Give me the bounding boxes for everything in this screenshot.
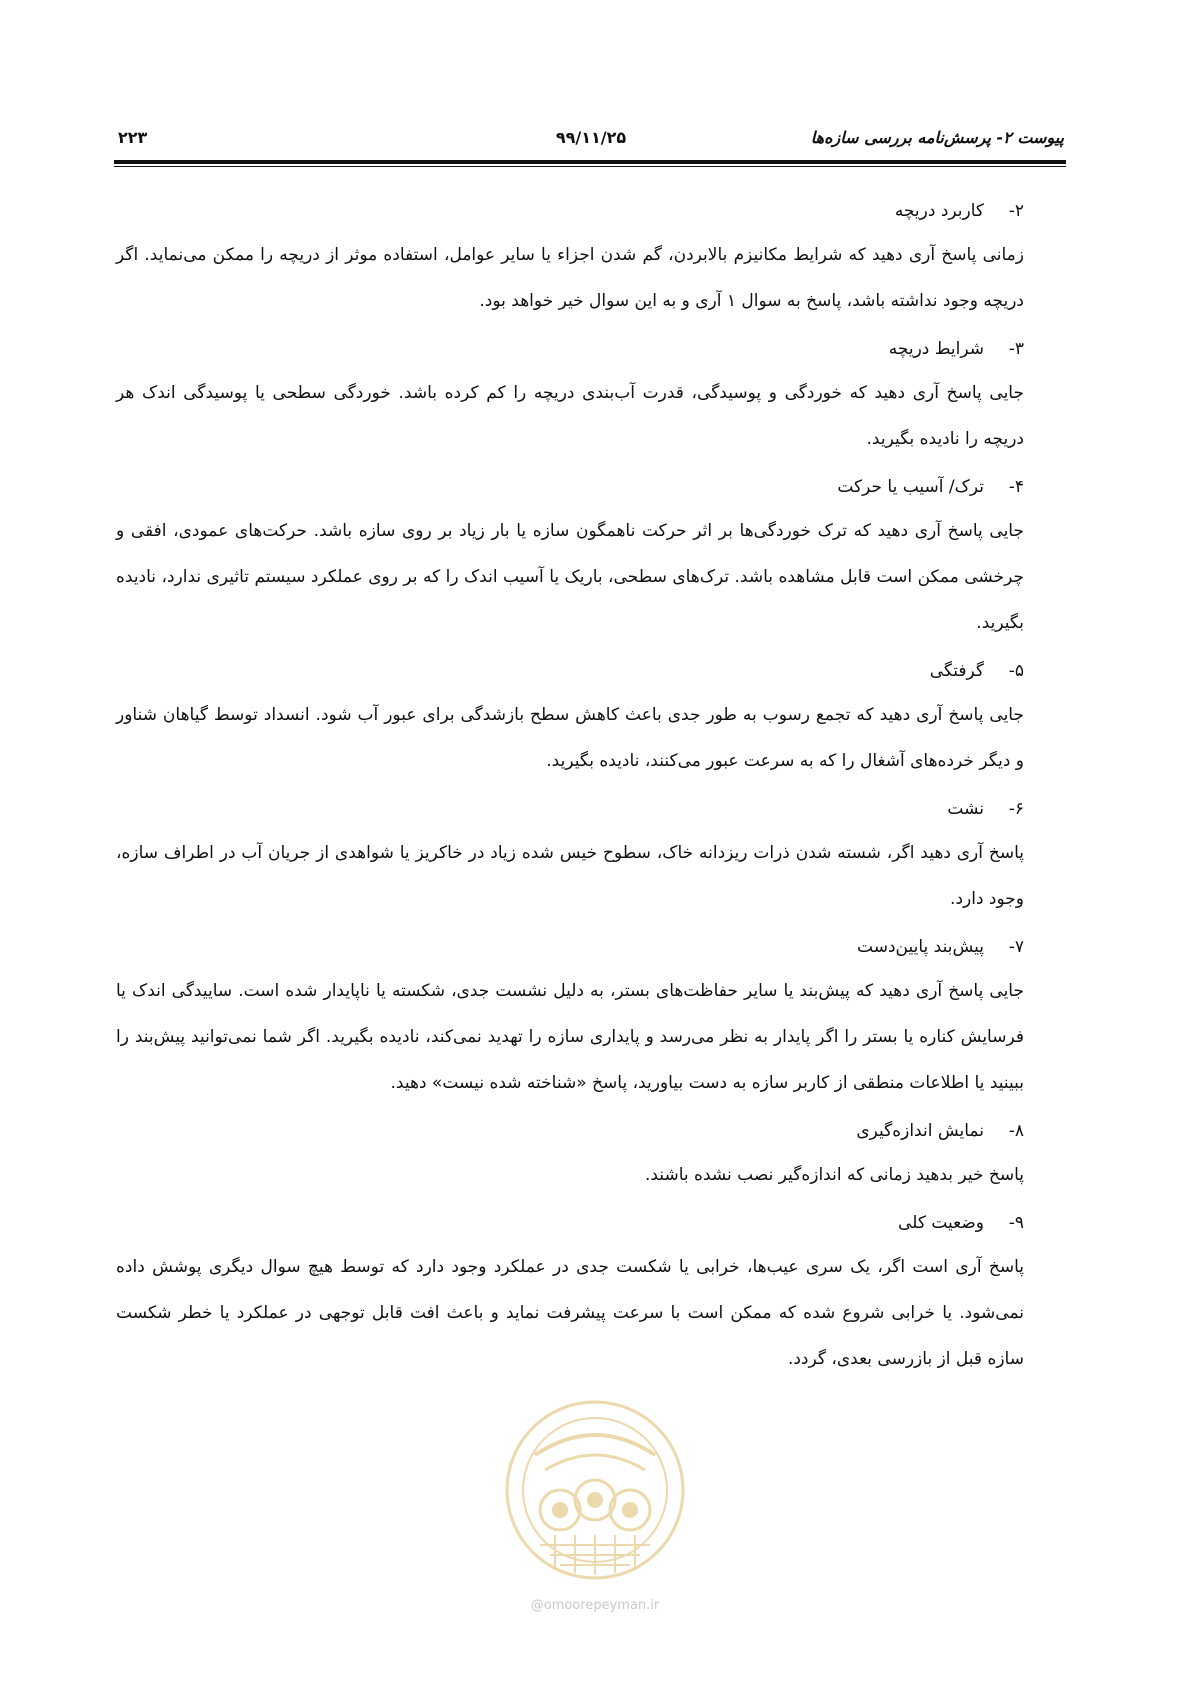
item-body: جایی پاسخ آری دهید که ترک خوردگی‌ها بر اثر حرکت ناهمگون سازه یا بار زیاد بر روی سازه باشد. حرکت‌های عمودی، افقی و چرخشی ممکن است قابل مشاهده باشد. ترک‌های سطحی، باریک یا آسیب اندک را که بر روی عملکرد سیستم تاثیری ندارد، نادیده بگیرید. bbox=[116, 521, 1024, 633]
list-item bbox=[116, 926, 1024, 1106]
watermark-seal-icon bbox=[500, 1395, 690, 1585]
list-item bbox=[116, 1110, 1024, 1198]
item-body: پاسخ خیر بدهید زمانی که اندازه‌گیر نصب نشده باشند. bbox=[645, 1165, 1024, 1185]
header-date: ۹۹/۱۱/۲۵ bbox=[555, 128, 627, 147]
item-number: ۹- bbox=[1008, 1213, 1024, 1233]
item-heading bbox=[116, 190, 1024, 232]
item-body: پاسخ آری است اگر، یک سری عیب‌ها، خرابی یا شکست جدی در عملکرد وجود دارد که توسط هیچ سوال دیگری پوشش داده نمی‌شود. یا خرابی شروع شده که ممکن است با سرعت پیشرفت نماید و باعث افت قابل توجهی در عملکرد یا خطر شکست سازه قبل از بازرسی بعدی، گردد. bbox=[116, 1257, 1024, 1369]
item-number: ۲- bbox=[1008, 201, 1024, 221]
document-content bbox=[116, 190, 1024, 1432]
item-heading bbox=[116, 926, 1024, 968]
item-title: نمایش اندازه‌گیری bbox=[856, 1121, 984, 1141]
list-item bbox=[116, 788, 1024, 922]
item-body: جایی پاسخ آری دهید که پیش‌بند یا سایر حفاظت‌های بستر، به دلیل نشست جدی، شکسته یا ناپایدار شده است. ساییدگی اندک یا فرسایش کناره یا بستر را اگر پایدار به نظر می‌رسد و پایداری سازه را تهدید نمی‌کند، نادیده بگیرید. اگر شما نمی‌توانید پیش‌بند را ببینید یا اطلاعات منطقی از کاربر سازه به دست بیاورید، پاسخ «شناخته شده نیست» دهید. bbox=[116, 981, 1024, 1093]
item-title: شرایط دریچه bbox=[888, 339, 984, 359]
item-title: نشت bbox=[947, 799, 984, 819]
list-item bbox=[116, 328, 1024, 462]
item-number: ۵- bbox=[1008, 661, 1024, 681]
page-header bbox=[118, 128, 1064, 154]
list-item bbox=[116, 1202, 1024, 1382]
page-number: ۲۲۳ bbox=[118, 128, 148, 147]
item-body: زمانی پاسخ آری دهید که شرایط مکانیزم بالابردن، گم شدن اجزاء یا سایر عوامل، استفاده موثر از دریچه را ممکن می‌نماید. اگر دریچه وجود نداشته باشد، پاسخ به سوال ۱ آری و به این سوال خیر خواهد بود. bbox=[116, 245, 1024, 311]
item-title: گرفتگی bbox=[929, 661, 984, 681]
item-title: پیش‌بند پایین‌دست bbox=[857, 937, 984, 957]
header-rule-thick bbox=[114, 160, 1066, 164]
header-title: پیوست ۲- پرسش‌نامه بررسی سازه‌ها bbox=[810, 128, 1064, 147]
item-body: جایی پاسخ آری دهید که خوردگی و پوسیدگی، قدرت آب‌بندی دریچه را کم کرده باشد. خوردگی سطحی یا پوسیدگی اندک هر دریچه را نادیده بگیرید. bbox=[116, 383, 1024, 449]
header-rule-thin bbox=[114, 166, 1066, 167]
item-number: ۶- bbox=[1008, 799, 1024, 819]
item-heading bbox=[116, 788, 1024, 830]
watermark-site: @omoorepeyman.ir bbox=[530, 1598, 660, 1613]
item-number: ۸- bbox=[1008, 1121, 1024, 1141]
item-heading bbox=[116, 466, 1024, 508]
item-heading bbox=[116, 650, 1024, 692]
item-title: وضعیت کلی bbox=[898, 1213, 984, 1233]
item-heading bbox=[116, 1202, 1024, 1244]
item-heading bbox=[116, 328, 1024, 370]
list-item bbox=[116, 650, 1024, 784]
item-heading bbox=[116, 1110, 1024, 1152]
item-body: پاسخ آری دهید اگر، شسته شدن ذرات ریزدانه خاک، سطوح خیس شده زیاد در خاکریز یا شواهدی از جریان آب در اطراف سازه، وجود دارد. bbox=[116, 843, 1024, 909]
item-number: ۴- bbox=[1008, 477, 1024, 497]
list-item bbox=[116, 190, 1024, 324]
item-number: ۳- bbox=[1008, 339, 1024, 359]
item-title: ترک/ آسیب یا حرکت bbox=[837, 477, 984, 497]
list-item bbox=[116, 466, 1024, 646]
item-body: جایی پاسخ آری دهید که تجمع رسوب به طور جدی باعث کاهش سطح بازشدگی برای عبور آب شود. انسداد توسط گیاهان شناور و دیگر خرده‌های آشغال را که به سرعت عبور می‌کنند، نادیده بگیرید. bbox=[116, 705, 1024, 771]
item-title: کاربرد دریچه bbox=[894, 201, 984, 221]
item-number: ۷- bbox=[1008, 937, 1024, 957]
